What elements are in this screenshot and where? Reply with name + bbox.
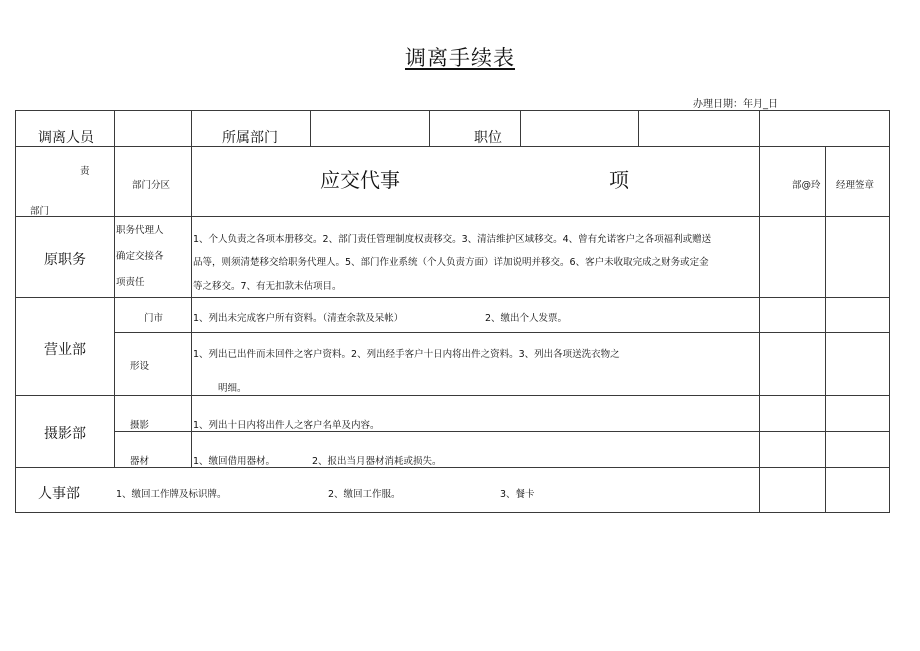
grid-line — [114, 110, 115, 468]
position-label: 职位 — [474, 130, 502, 146]
grid-line — [191, 110, 192, 468]
hr-item-2: 2、缴回工作服。 — [328, 489, 401, 500]
equip-label: 器材 — [130, 456, 150, 467]
original-item-line: 品等，则须清楚移交给职务代理人。5、部门作业系统（个人负责方面）详加说明并移交。6、客户未收取完成之财务或定金 — [193, 257, 709, 268]
division-label: 部门分区 — [132, 180, 171, 191]
grid-line — [429, 110, 430, 147]
original-sub-line: 项责任 — [116, 277, 145, 288]
dept-label: 所属部门 — [222, 130, 278, 146]
original-sub-line: 职务代理人 — [116, 225, 164, 236]
section-sales-name: 营业部 — [44, 342, 86, 358]
grid-line — [825, 146, 826, 513]
grid-line — [889, 110, 890, 513]
dept-sign-label: 部@玲 — [792, 180, 821, 191]
grid-line — [520, 110, 521, 147]
store-item-1: 1、列出未完成客户所有资料。（清查余款及呆帐） — [193, 313, 404, 324]
hr-item-1: 1、缴回工作牌及标识牌。 — [116, 489, 227, 500]
grid-line — [114, 332, 890, 333]
store-label: 门市 — [144, 313, 164, 324]
section-original-name: 原职务 — [44, 252, 86, 268]
person-label: 调离人员 — [38, 130, 94, 146]
grid-line — [114, 431, 890, 432]
original-item-line: 等之移交。7、有无扣款未估项目。 — [193, 281, 342, 292]
hr-item-3: 3、餐卡 — [500, 489, 535, 500]
form-title: 调离手续表 — [405, 46, 515, 70]
equip-item-2: 2、报出当月器材消耗或损失。 — [312, 456, 442, 467]
original-item-line: 1、个人负责之各项本册移交。2、部门责任管理制度权责移交。3、清洁维护区域移交。4、曾有允诺客户之各项福利或赠送 — [193, 234, 712, 245]
dept-label-top: 责 — [80, 166, 90, 177]
manager-sign-label: 经理签章 — [836, 180, 875, 191]
date-label: 办理日期：年月_日 — [693, 99, 778, 110]
items-heading-part2: 项 — [609, 168, 629, 192]
grid-line — [310, 110, 311, 147]
grid-line — [15, 110, 16, 513]
shoot-item: 1、列出十日内将出件人之客户名单及内容。 — [193, 420, 380, 431]
items-heading-part1: 应交代事 — [320, 168, 400, 192]
design-label: 形设 — [130, 361, 150, 372]
store-item-2: 2、缴出个人发票。 — [485, 313, 568, 324]
section-photo-name: 摄影部 — [44, 426, 86, 442]
grid-line — [638, 110, 639, 147]
section-hr-name: 人事部 — [38, 486, 80, 502]
grid-line — [759, 110, 760, 513]
shoot-label: 摄影 — [130, 420, 150, 431]
equip-item-1: 1、缴回借用器材。 — [193, 456, 276, 467]
design-line-2: 明细。 — [218, 383, 247, 394]
design-line-1: 1、列出已出件而未回件之客户资料。2、列出经手客户十日内将出件之资料。3、列出各项送洗衣物之 — [193, 349, 620, 360]
dept-label-bottom: 部门 — [30, 206, 50, 217]
original-sub-line: 确定交接各 — [116, 251, 164, 262]
